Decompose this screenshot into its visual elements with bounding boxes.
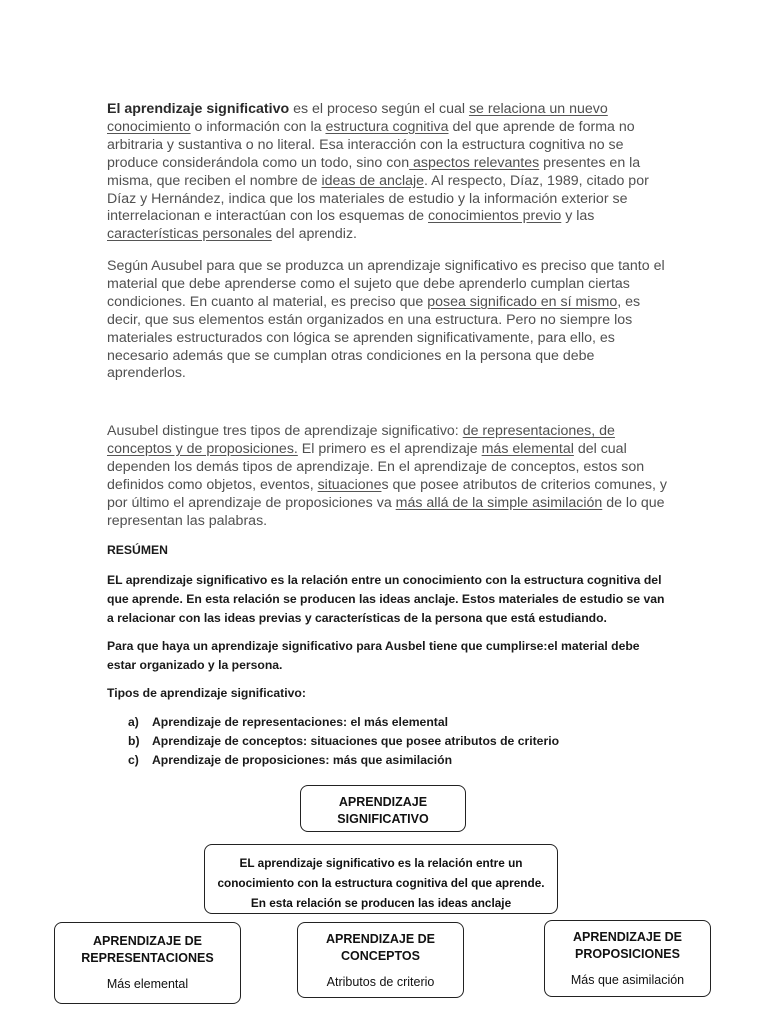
- text: del que aprende de forma no arbitraria y sustantiva o no literal. Esa interacción con la estructura cognitiva no se produce considerándola como un todo, sino con: [107, 118, 635, 171]
- underlined-phrase: se relaciona un nuevo conocimiento: [107, 101, 608, 135]
- list-item: [128, 713, 559, 732]
- list-marker: b): [128, 734, 140, 748]
- diagram-definition-box: [204, 844, 558, 914]
- types-list: [128, 713, 559, 770]
- diagram-main-box: [300, 785, 466, 832]
- list-item-text: Aprendizaje de conceptos: situaciones que posee atributos de criterio: [152, 734, 560, 748]
- list-marker: a): [128, 715, 139, 729]
- box-title-line: CONCEPTOS: [341, 949, 420, 963]
- text: es el proceso según el cual: [289, 101, 469, 117]
- box-title-line: APRENDIZAJE DE: [325, 932, 436, 946]
- summary-types-label: Tipos de aprendizaje significativo:: [107, 686, 306, 700]
- list-item: [128, 732, 559, 751]
- box-subtitle: Más elemental: [106, 977, 189, 991]
- text: Ausubel distingue tres tipos de aprendizaje significativo:: [107, 423, 463, 439]
- text: Según Ausubel para que se produzca un aprendizaje significativo es preciso que tanto el material que debe aprenderse como el sujeto que debe aprenderlo cumplan ciertas condiciones. En cuanto al material, es preciso que: [107, 258, 665, 310]
- underlined-phrase: ideas de anclaje: [321, 172, 425, 189]
- underlined-phrase: aspectos relevantes: [409, 154, 540, 171]
- list-marker: c): [128, 753, 139, 767]
- text: , es decir, que sus elementos están organizados en una estructura. Pero no siempre los materiales estructurados con lógica se aprenden significativamente, para ello, es necesario además que se cumplan otras condiciones en la persona que debe aprenderlos.: [107, 293, 641, 382]
- definition-line: EL aprendizaje significativo es la relación entre un: [239, 856, 523, 870]
- definition-line: conocimiento con la estructura cognitiva del que aprende.: [217, 876, 545, 890]
- text: presentes en la misma, que reciben el nombre de: [107, 154, 641, 189]
- paragraph-conditions: [107, 258, 667, 383]
- diagram-box-conceptos: [297, 922, 464, 998]
- underlined-phrase: posea significado en sí mismo: [427, 293, 618, 310]
- text: del aprendiz.: [271, 226, 357, 243]
- box-title-line: APRENDIZAJE DE: [572, 930, 683, 944]
- text: o información con la: [190, 118, 326, 135]
- summary-heading: RESÚMEN: [107, 543, 168, 557]
- term-aprendizaje-significativo: El aprendizaje significativo: [107, 101, 290, 117]
- summary-paragraph-2: Para que haya un aprendizaje significativo para Ausbel tiene que cumplirse:el material debe estar organizado y la persona.: [107, 639, 640, 672]
- diagram-box-proposiciones: [544, 920, 711, 997]
- underlined-phrase: estructura cognitiva: [325, 118, 449, 135]
- underlined-phrase: conocimientos previo: [428, 208, 562, 225]
- text: del cual dependen los demás tipos de aprendizaje. En el aprendizaje de conceptos, estos son definidos como objetos, eventos,: [107, 440, 645, 493]
- box-subtitle: Atributos de criterio: [326, 975, 435, 989]
- list-item-text: Aprendizaje de representaciones: el más elemental: [152, 715, 449, 729]
- box-title-line: APRENDIZAJE DE: [92, 934, 203, 948]
- text: y las: [561, 208, 595, 225]
- text: s que posee atributos de criterios comunes, y por último el aprendizaje de proposiciones va: [107, 476, 667, 511]
- paragraph-definition: [107, 101, 667, 244]
- text: de lo que representan las palabras.: [107, 494, 665, 529]
- summary-paragraph-1: EL aprendizaje significativo es la relación entre un conocimiento con la estructura cognitiva del que aprende. En esta relación se producen las ideas anclaje. Estos materiales de estudio se van a relacionar con las ideas previas y características de la persona que está estudiando.: [107, 573, 665, 625]
- box-title-line: SIGNIFICATIVO: [337, 812, 429, 826]
- list-item-text: Aprendizaje de proposiciones: más que asimilación: [152, 753, 453, 767]
- box-title-line: PROPOSICIONES: [575, 947, 680, 961]
- text: . Al respecto, Díaz, 1989, citado por Díaz y Hernández, indica que los materiales de estudio y la información exterior se interrelacionan e interactúan con los esquemas de: [107, 172, 649, 225]
- box-title-line: REPRESENTACIONES: [81, 951, 214, 965]
- box-title-line: APRENDIZAJE: [338, 795, 428, 809]
- underlined-phrase: características personales: [107, 226, 272, 243]
- underlined-phrase: más allá de la simple asimilación: [395, 494, 603, 511]
- box-subtitle: Más que asimilación: [570, 973, 685, 987]
- underlined-phrase: más elemental: [481, 440, 574, 457]
- list-item: [128, 751, 559, 770]
- definition-line: En esta relación se producen las ideas anclaje: [250, 896, 512, 910]
- text: El primero es el aprendizaje: [297, 440, 482, 457]
- paragraph-types: [107, 423, 667, 530]
- underlined-phrase: situacione: [317, 476, 382, 493]
- diagram-box-representaciones: [54, 922, 241, 1004]
- underlined-phrase: de representaciones, de conceptos y de proposiciones.: [107, 423, 615, 457]
